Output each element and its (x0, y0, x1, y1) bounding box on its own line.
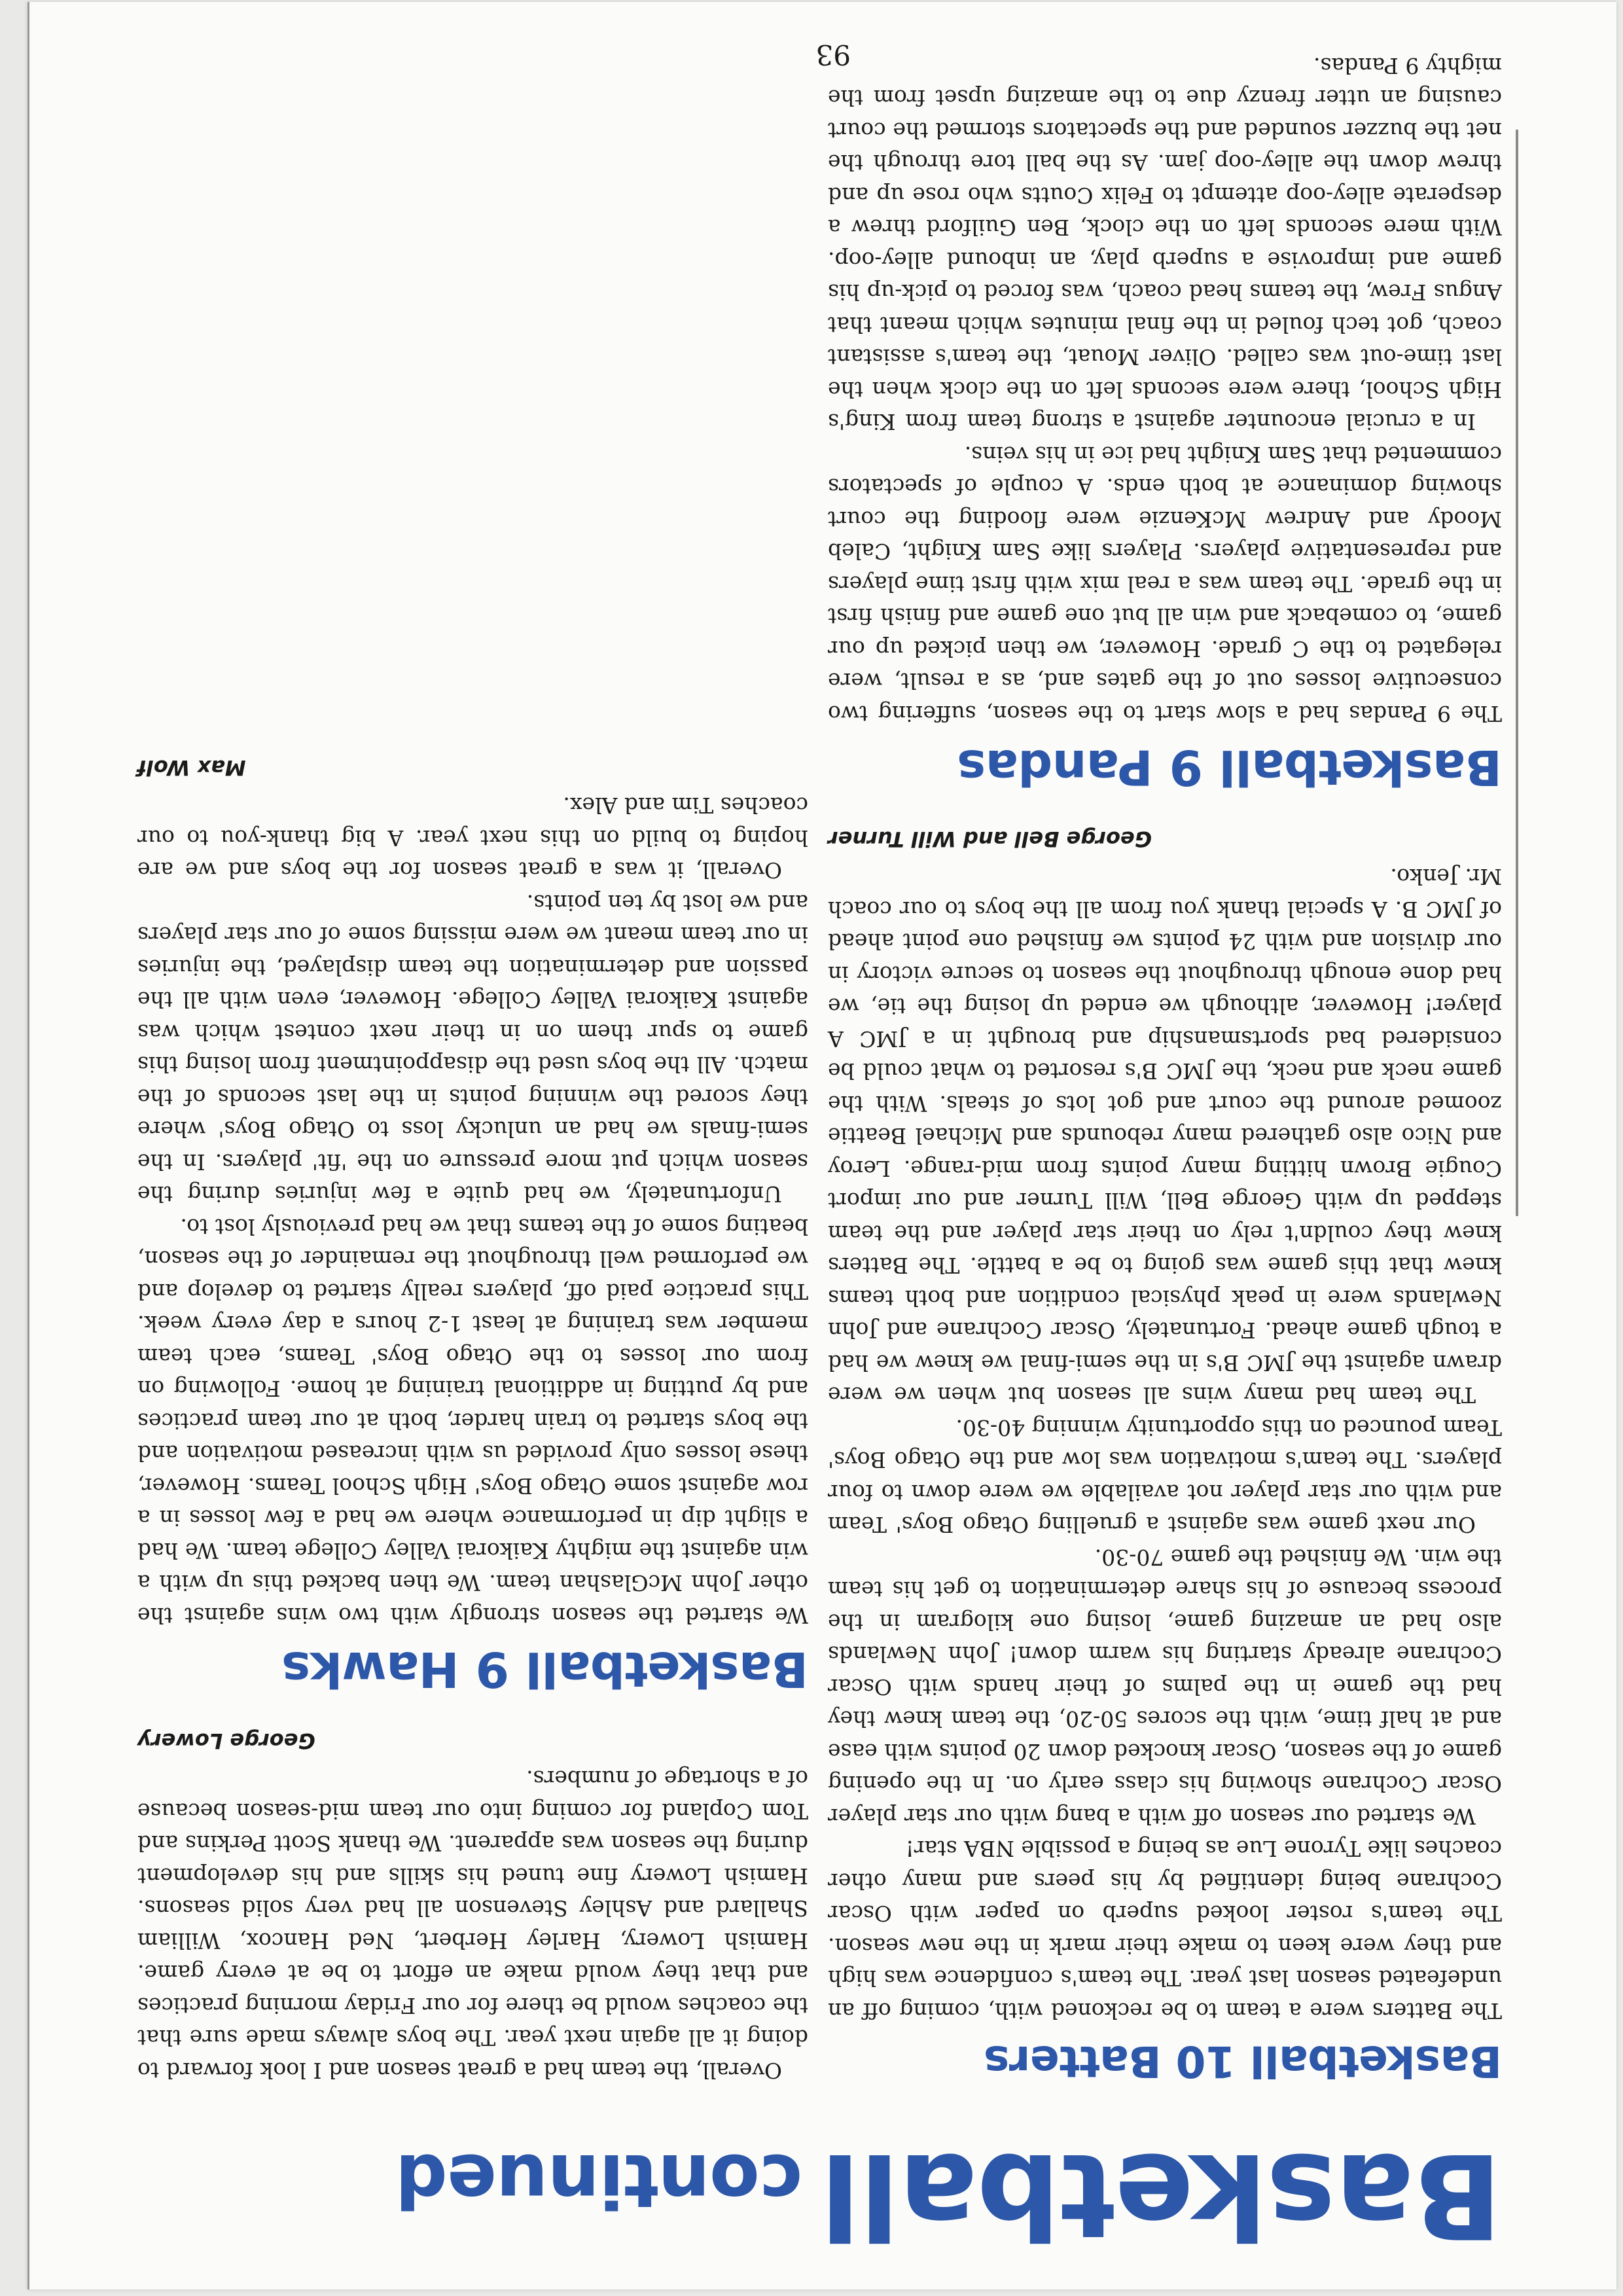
batters-author: George Bell and Will Turner (828, 827, 1152, 852)
left-column (828, 50, 1502, 2087)
title-suffix: continued (395, 2138, 803, 2223)
hawks-paragraph: We started the season strongly with two wins against the other John McGlashan team. We then backed this up with a win against the mighty Kaikorai Valley College team. We had a slight dip in performance where we had a few losses in a row against some Otago Boys' High School Teams. However, these losses only provided us with increased motivation and the boys started to train harder, both at our team practices and by putting in additional training at home. Following on from our losses to the Otago Boys' Teams, each team member was training at least 1-2 hours a day every week. This practice paid off, players really started to develop and we performed well throughout the remainder of the season, beating some of the teams that we had previously lost to. (137, 1214, 808, 1628)
pandas-paragraph: Overall, the team had a great season and I look forward to doing it all again next year. The boys always made sure that the coaches would be there for our Friday morning practices and that they would make an effort to be at every game. Hamish Lowery, Harley Herbert, Ned Hancox, William Shallard and Ashley Stevenson all had very solid seasons. Hamish Lowery fine tuned his skills and his development during the season was apparent. We thank Scott Perkins and Tom Copland for coming into our team mid-season because of a shortage of numbers. (137, 1766, 808, 2083)
hawks-author: Max Wolf (137, 755, 246, 780)
batters-paragraph: We started our season off with a bang with our star player Oscar Cochrane showing his class early on. In the opening game of the season, Oscar knocked down 20 points with ease and at half time, with the scores 50-20, the team knew they had the game in the palms of their hands with Oscar Cochrane already starting his warm down! John Newlands also had an amazing game, losing one kilogram in the process because of his share determination to get his team the win. We finished the game 70-30. (828, 1545, 1502, 1829)
batters-paragraph: The team had many wins all season but when we were drawn against the JMC B's in the semi-final we knew we had a tough game ahead. Fortunately, Oscar Cochrane and John Newlands were in peak physical condition and both teams knew that this game was going to be a battle. The Batters knew they couldn't rely on their star player and the team stepped up with George Bell, Will Turner and our import Cougie Brown hitting many points from mid-range. Leroy and Nico also gathered many rebounds and Michael Beattie zoomed around the court and got lots of steals. With the game neck and neck, the JMC B's resorted to what could be considered bad sportsmanship and brought in a JMC A player! However, although we ended up losing the tie, we had done enough throughout the season to secure victory in our division and with 24 points we finished one point ahead of JMC B. A special thank you from all the boys to our coach Mr. Jenko. (828, 864, 1502, 1408)
hawks-paragraph: Unfortunately, we had quite a few injuries during the season which put more pressure on the 'fit' players. In the semi-finals we had an unlucky loss to Otago Boys' where they scored the winning points in the last seconds of the match. All the boys used the disappointment from losing this game to spur them on in their next contest which was against Kaikorai Valley College. However, even with all the passion and determination the team displayed, the injuries in our team meant we were missing some of our star players and we lost by ten points. (137, 890, 808, 1208)
pandas-paragraph: The 9 Pandas had a slow start to the season, suffering two consecutive losses out of the gates and, as a result, were relegated to the C grade. However, we then picked up our game, to comeback and win all but one game and finish first in the grade. The team was a real mix with first time players and representative players. Players like Sam Knight, Caleb Moody and Andrew McKenzie were flooding the court showing dominance at both ends. A couple of spectators commented that Sam Knight had ice in his veins. (828, 442, 1502, 726)
page-title (396, 2128, 1502, 2263)
pandas-paragraph: In a crucial encounter against a strong team from King's High School, there were seconds left on the clock when the last time-out was called. Oliver Mouat, the team's assistant coach, got tech fouled in the final minutes which meant that Angus Frew, the teams head coach, was forced to pick-up his game and improvise a superb play, an inbound alley-oop. With mere seconds left on the clock, Ben Guilford threw a desperate alley-oop attempt to Felix Coutts who rose up and threw down the alley-oop jam. As the ball tore through the net the buzzer sounded and the spectators stormed the court causing an utter frenzy due to the amazing upset from the mighty 9 Pandas. (828, 53, 1502, 435)
batters-paragraph: The Batters were a team to be reckoned with, coming off an undefeated season last year. The team's confidence was high and they were keen to make their mark in the new season. The team's roster looked superb on paper with Oscar Cochrane being identified by his peers and many other coaches like Tyrone Lue as being a possible NBA star! (828, 1836, 1502, 2024)
hawks-heading: Basketball 9 Hawks (281, 1641, 808, 1697)
column-rule (1516, 130, 1518, 1216)
batters-heading: Basketball 10 Batters (984, 2036, 1502, 2087)
batters-paragraph: Our next game was against a gruelling Otago Boys' Team and with our star player not available we were down to four players. The team's motivation was low and the Otago Boys' Team pounced on this opportunity winning 40-30. (828, 1415, 1502, 1538)
title-main: Basketball (821, 2128, 1502, 2263)
right-column (137, 724, 808, 2087)
pandas-heading: Basketball 9 Pandas (957, 739, 1502, 795)
pandas-author: George Lowery (137, 1729, 315, 1753)
page-number: 93 (815, 39, 851, 71)
magazine-page (27, 2, 1616, 2289)
hawks-paragraph: Overall, it was a great season for the boys and we are hoping to build on this next year. A big thank-you to our coaches Tim and Alex. (137, 793, 808, 884)
